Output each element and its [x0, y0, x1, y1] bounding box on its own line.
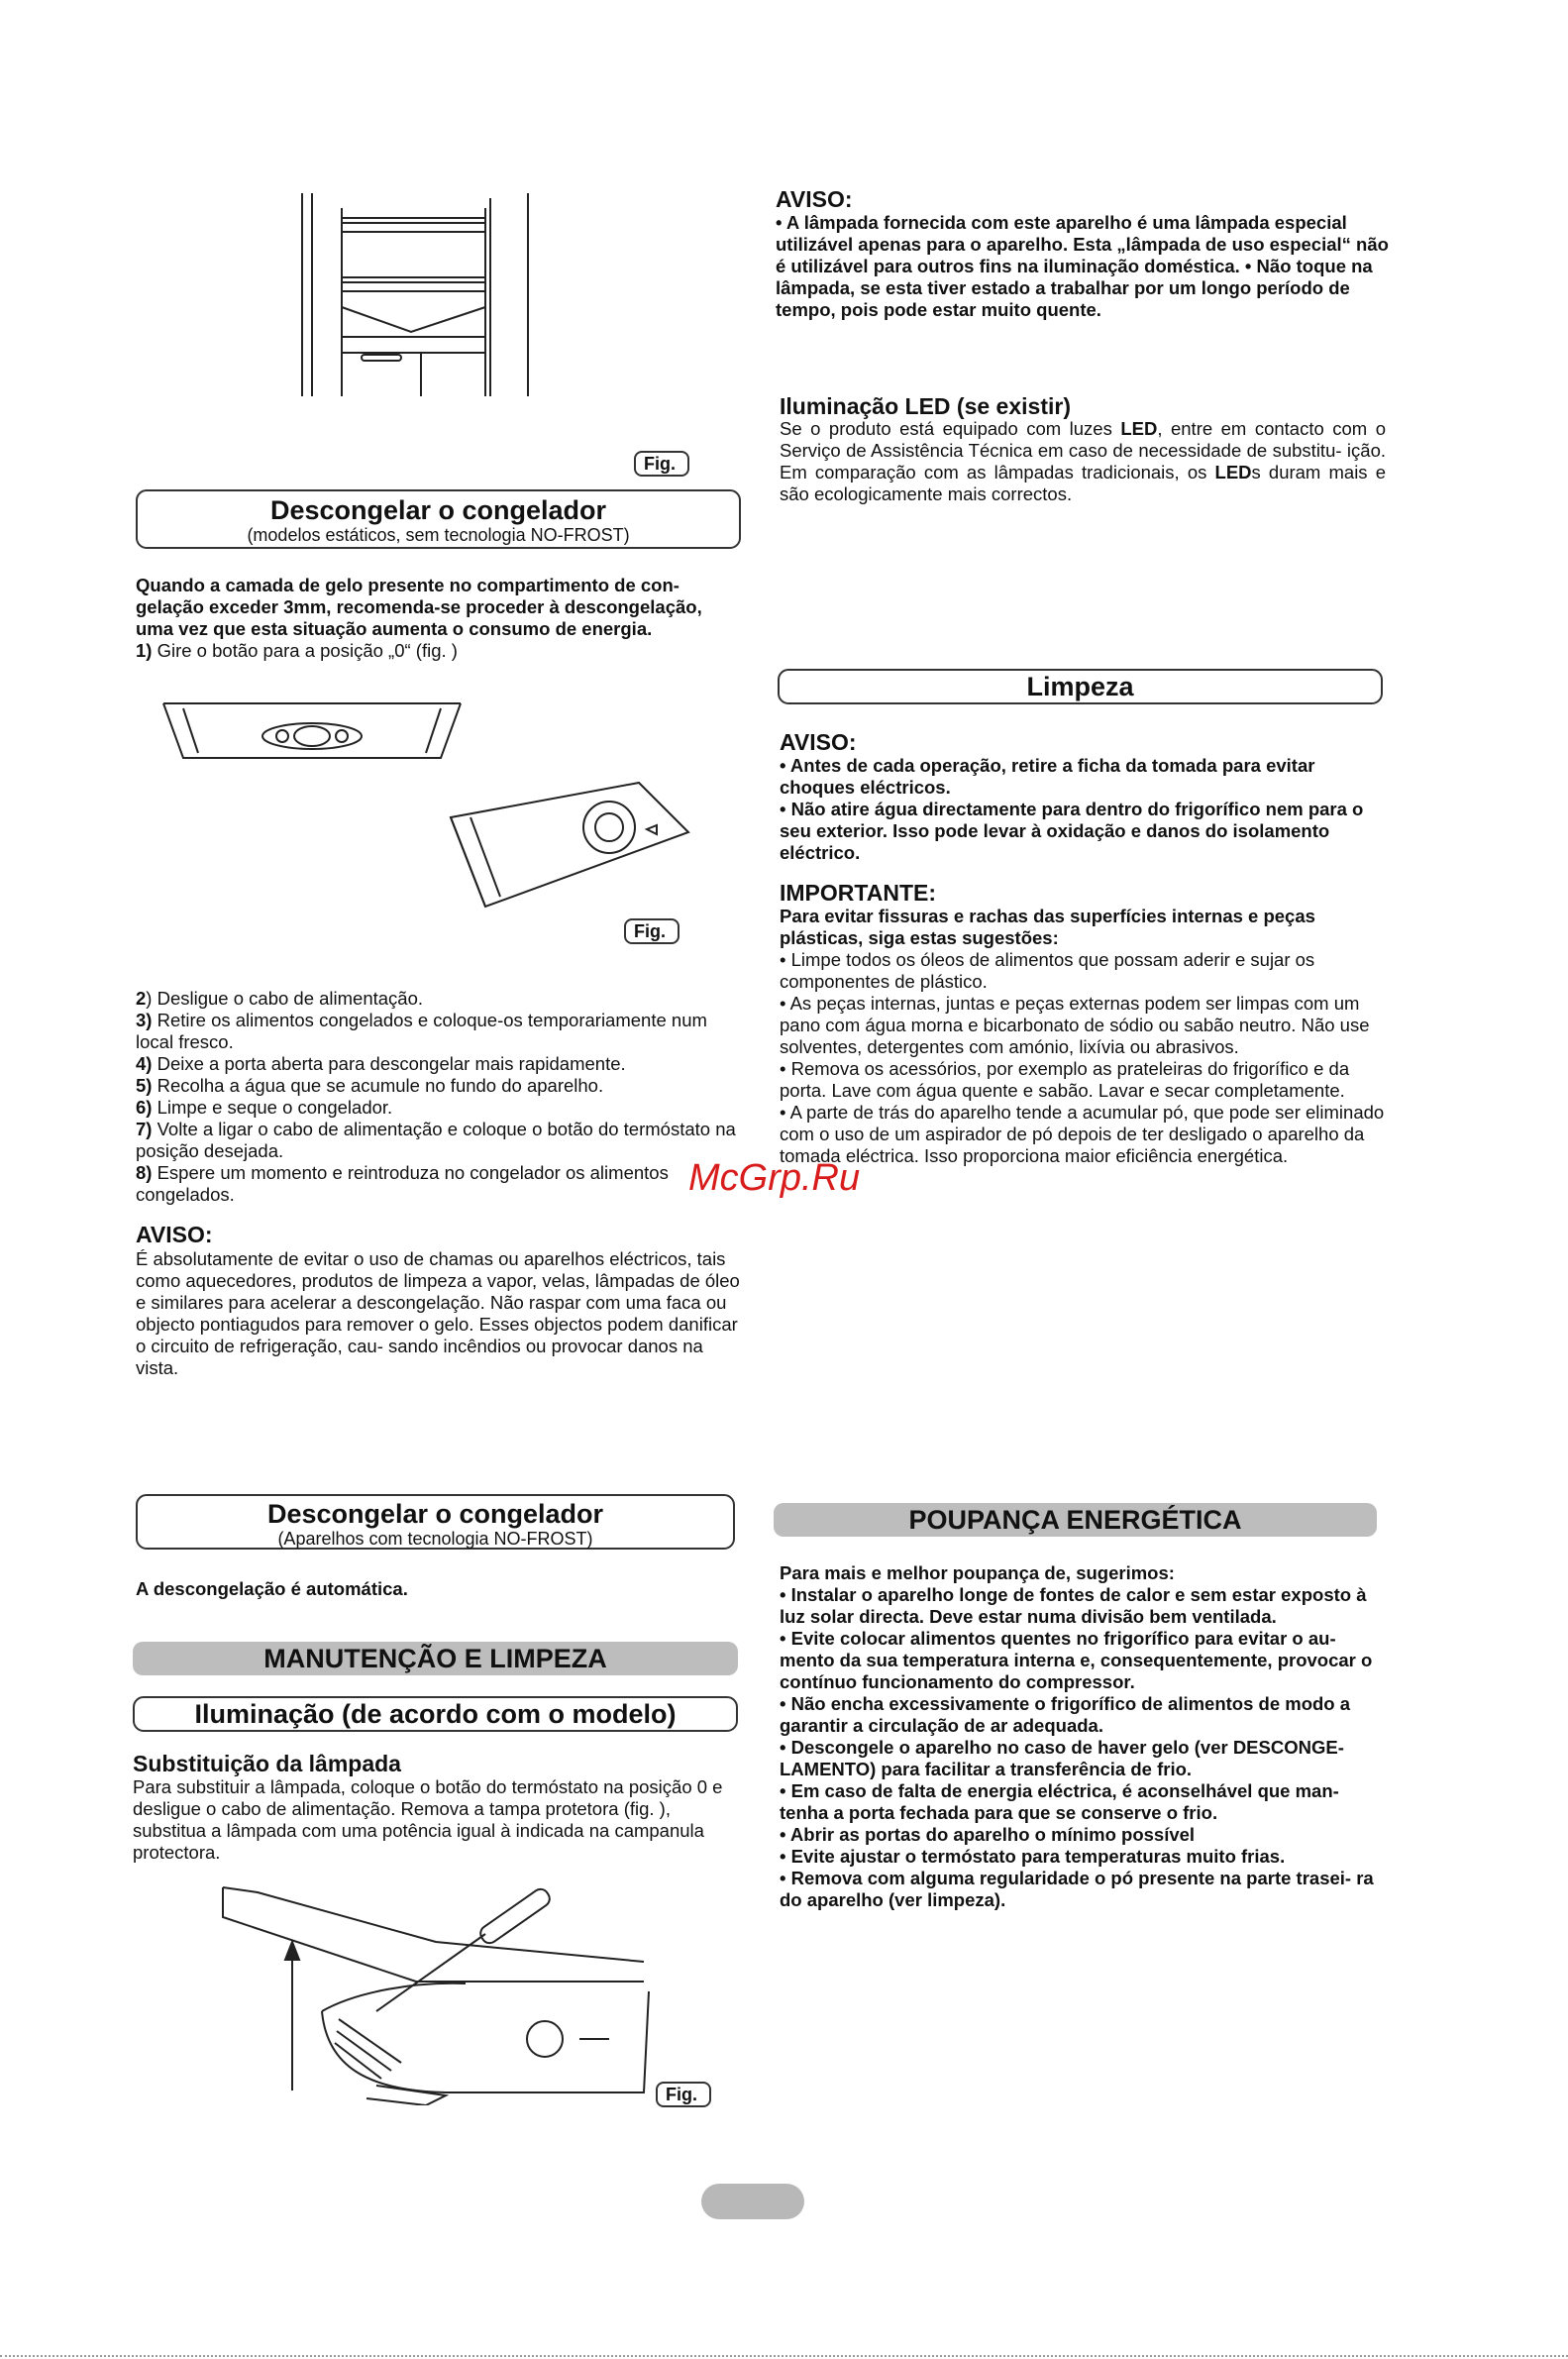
led-text: [780, 418, 1386, 505]
defrost-static-subtitle: (modelos estáticos, sem tecnologia NO-FROST): [247, 525, 630, 545]
shelves-illustration: [292, 188, 540, 401]
step-number: 7): [136, 1119, 153, 1139]
lighting-header: [133, 1696, 738, 1732]
energy-item: • Instalar o aparelho longe de fontes de calor e sem estar exposto à luz solar directa. Deve estar numa divisão bem ventilada.: [780, 1584, 1367, 1627]
step-4: [136, 1053, 745, 1075]
led-title: Iluminação LED (se existir): [780, 393, 1071, 419]
defrost-static-header: [136, 489, 741, 549]
energy-list: [780, 1584, 1389, 1911]
step-7: [136, 1119, 745, 1162]
cleaning-title: Limpeza: [1026, 672, 1134, 701]
lamp-replacement-title: Substituição da lâmpada: [133, 1751, 401, 1776]
left-aviso-title: AVISO:: [136, 1222, 213, 1247]
auto-defrost-note: A descongelação é automática.: [136, 1578, 408, 1599]
importante-item: • Limpe todos os óleos de alimentos que possam aderir e sujar os componentes de plástico.: [780, 949, 1315, 992]
energy-item: • Evite ajustar o termóstato para temperaturas muito frias.: [780, 1846, 1286, 1867]
lamp-cover-illustration: [218, 1882, 664, 2105]
energy-item: • Descongele o aparelho no caso de haver gelo (ver DESCONGE- LAMENTO) para facilitar a transferência de frio.: [780, 1737, 1344, 1779]
led-bold-1: LED: [1120, 418, 1158, 439]
energy-item: • Em caso de falta de energia eléctrica, é aconselhável que man- tenha a porta fechada para que se conserve o frio.: [780, 1780, 1339, 1823]
step-6: [136, 1097, 745, 1119]
led-bold-2: LED: [1214, 462, 1252, 483]
step-text: Volte a ligar o cabo de alimentação e coloque o botão do termóstato na posição desejada.: [136, 1119, 736, 1161]
step-text: Limpe e seque o congelador.: [152, 1097, 393, 1118]
step-1-number: 1): [136, 640, 153, 661]
lamp-replacement-text: Para substituir a lâmpada, coloque o botão do termóstato na posição 0 e desligue o cabo de alimentação. Remova a tampa protetora (fig. ), substitua a lâmpada com uma potência igual à indicada na campanula protectora.: [133, 1776, 723, 1863]
energy-header: POUPANÇA ENERGÉTICA: [774, 1503, 1377, 1537]
fig-label-lamp-cover: Fig.: [656, 2082, 711, 2107]
led-text-c: s duram mais e são ecologicamente mais correctos.: [780, 462, 1386, 504]
importante-list: [780, 949, 1386, 1167]
left-aviso-text: É absolutamente de evitar o uso de chamas ou aparelhos eléctricos, tais como aquecedores, produtos de limpeza a vapor, velas, lâmpadas de óleo e similares para acelerar a descongelação. Não raspar com uma faca ou objecto pontiagudos para remover o gelo. Esses objectos podem danificar o circuito de refrigeração, cau- sando incêndios ou provocar danos na vista.: [136, 1248, 740, 1378]
right-aviso-2-list: [780, 755, 1386, 864]
importante-item: • A parte de trás do aparelho tende a acumular pó, que pode ser eliminado com o uso de um aspirador de pó depois de ter desligado o aparelho da tomada eléctrica. Isso proporciona maior eficiência energética.: [780, 1102, 1385, 1166]
right-aviso-1-title: AVISO:: [776, 186, 853, 212]
step-8: [136, 1162, 745, 1206]
energy-item: • Remova com alguma regularidade o pó presente na parte trasei- ra do aparelho (ver limpeza).: [780, 1868, 1374, 1910]
defrost-step-1: [136, 640, 740, 662]
cleaning-header: [778, 669, 1383, 704]
maintenance-header: MANUTENÇÃO E LIMPEZA: [133, 1642, 738, 1675]
step-5: [136, 1075, 745, 1097]
importante-item: • As peças internas, juntas e peças externas podem ser limpas com um pano com água morna e bicarbonato de sódio ou sabão neutro. Não use solventes, detergentes com amónio, lixívia ou abrasivos.: [780, 993, 1370, 1057]
step-2: [136, 988, 745, 1010]
defrost-nofrost-title: Descongelar o congelador: [266, 1499, 604, 1529]
energy-item: • Evite colocar alimentos quentes no frigorífico para evitar o au- mento da sua temperatura interna e, consequentemente, provocar o contínuo funcionamento do compressor.: [780, 1628, 1373, 1692]
aviso-2-item: • Antes de cada operação, retire a ficha da tomada para evitar choques eléctricos.: [780, 755, 1315, 798]
step-number: 5): [136, 1075, 153, 1096]
importante-item: • Remova os acessórios, por exemplo as prateleiras do frigorífico e da porta. Lave com água quente e sabão. Lavar e secar completamente.: [780, 1058, 1350, 1101]
step-1-text: Gire o botão para a posição „0“ (fig. ): [152, 640, 458, 661]
step-number: 4): [136, 1053, 153, 1074]
led-text-b: , entre em contacto com o Serviço de Assistência Técnica em caso de necessidade de substitu- ição. Em comparação com as lâmpadas tradicionais, os: [780, 418, 1386, 483]
importante-intro: Para evitar fissuras e rachas das superfícies internas e peças plásticas, siga estas sugestões:: [780, 906, 1315, 948]
led-text-a: Se o produto está equipado com luzes: [780, 418, 1121, 439]
energy-intro: Para mais e melhor poupança de, sugerimos:: [780, 1562, 1175, 1583]
aviso-2-item: • Não atire água directamente para dentro do frigorífico nem para o seu exterior. Isso pode levar à oxidação e danos do isolamento eléctrico.: [780, 799, 1364, 863]
page-number-pill: [701, 2184, 804, 2219]
step-text: Espere um momento e reintroduza no congelador os alimentos congelados.: [136, 1162, 669, 1205]
watermark: McGrp.Ru: [688, 1157, 861, 1199]
importante-title: IMPORTANTE:: [780, 880, 937, 906]
energy-item: • Abrir as portas do aparelho o mínimo possível: [780, 1824, 1196, 1845]
defrost-static-title: Descongelar o congelador: [269, 495, 607, 525]
step-3: [136, 1010, 745, 1053]
defrost-nofrost-header: [136, 1494, 735, 1550]
defrost-steps: [136, 988, 745, 1206]
step-text: Recolha a água que se acumule no fundo do aparelho.: [152, 1075, 604, 1096]
defrost-nofrost-subtitle: (Aparelhos com tecnologia NO-FROST): [277, 1529, 593, 1549]
fig-label-shelves: Fig.: [634, 451, 689, 477]
page-bottom-edge: [0, 2355, 1568, 2357]
thermostat-knob-illustration: [158, 698, 466, 768]
right-aviso-1-text: • A lâmpada fornecida com este aparelho é uma lâmpada especial utilizável apenas para o aparelho. Esta „lâmpada de uso especial“ não é utilizável para outros fins na iluminação doméstica. • Não toque na lâmpada, se esta tiver estado a trabalhar por um longo período de tempo, pois pode estar muito quente.: [776, 212, 1389, 320]
thermostat-panel-illustration: [441, 778, 693, 911]
step-number: 8): [136, 1162, 153, 1183]
step-number: 2: [136, 988, 147, 1009]
step-number: 6): [136, 1097, 153, 1118]
right-aviso-2-title: AVISO:: [780, 729, 857, 755]
step-text: Deixe a porta aberta para descongelar mais rapidamente.: [152, 1053, 626, 1074]
step-number: 3): [136, 1010, 153, 1030]
fig-label-thermostat: Fig.: [624, 918, 679, 944]
energy-item: • Não encha excessivamente o frigorífico de alimentos de modo a garantir a circulação de ar adequada.: [780, 1693, 1351, 1736]
lighting-title: Iluminação (de acordo com o modelo): [194, 1699, 677, 1729]
step-text: ) Desligue o cabo de alimentação.: [146, 988, 424, 1009]
step-text: Retire os alimentos congelados e coloque-os temporariamente num local fresco.: [136, 1010, 707, 1052]
defrost-intro: Quando a camada de gelo presente no compartimento de con- gelação exceder 3mm, recomenda-se proceder à descongelação, uma vez que esta situação aumenta o consumo de energia.: [136, 575, 702, 639]
